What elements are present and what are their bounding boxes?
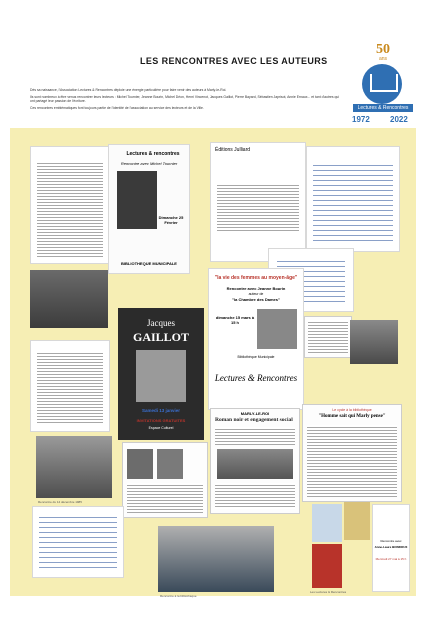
bourin-date: dimanche 15 mars à 15 h bbox=[215, 315, 255, 325]
gaillot-invite: INVITATIONS GRATUITES bbox=[136, 418, 186, 423]
intro-text bbox=[30, 88, 342, 113]
authors-photo bbox=[36, 436, 112, 498]
tournier-portrait bbox=[117, 171, 157, 229]
press-roman-noir bbox=[210, 408, 300, 514]
clipping-text-lines bbox=[127, 483, 203, 513]
tournier-date: Dimanche 25 Février bbox=[158, 215, 184, 225]
tournier-poster bbox=[108, 144, 190, 274]
event-photo bbox=[350, 320, 398, 364]
book-cover bbox=[344, 502, 370, 540]
bourin-portrait bbox=[257, 309, 297, 349]
meeting-caption: Rencontre à la bibliothèque bbox=[160, 594, 197, 598]
letter-text-lines bbox=[37, 161, 103, 257]
logo-name: Lectures & Rencontres bbox=[353, 104, 413, 112]
press-marly-pense bbox=[302, 404, 402, 502]
handwritten-letter bbox=[306, 146, 400, 252]
press-headline: Roman noir et engagement social bbox=[215, 417, 293, 423]
books-caption: Les Lectures & Rencontres bbox=[310, 590, 347, 594]
bondoux-line1: Rencontre avec bbox=[380, 539, 402, 543]
bondoux-date: Mercredi 27 mai à 15 h bbox=[375, 557, 407, 561]
meeting-photo bbox=[158, 526, 274, 592]
press-clipping bbox=[304, 316, 352, 358]
logo-year-start: 1972 bbox=[352, 115, 370, 124]
press-portrait bbox=[127, 449, 153, 479]
bourin-line1: Rencontre avec Jeanne Bourin bbox=[226, 286, 286, 291]
bourin-place: Bibliothèque Municipale bbox=[237, 355, 275, 359]
bourin-title: "la vie des femmes au moyen-âge" bbox=[214, 275, 298, 281]
gaillot-poster bbox=[118, 308, 204, 440]
letter-text-lines bbox=[37, 351, 103, 425]
marly-kicker: Le cycle à la bibliothèque bbox=[332, 408, 372, 412]
marly-headline: "Homme sait qui Marly pense" bbox=[318, 414, 386, 419]
bondoux-line2: Anne-Laure BONDOUX bbox=[374, 545, 408, 549]
gaillot-date: Samedi 13 janvier bbox=[141, 408, 181, 413]
letter-document bbox=[30, 146, 110, 264]
photo1-caption: Rencontre du 14 décembre 1985 bbox=[38, 500, 82, 504]
intro-paragraph: Ces rencontres emblématiques font toujours partie de l'identité de l'association au service des lecteurs et de la Ville. bbox=[30, 105, 204, 110]
intro-paragraph: Dès sa naissance, l'Association Lectures & Rencontres déploie une énergie particulière pour faire venir des auteurs à Marly-le-Roi. bbox=[30, 88, 227, 92]
gaillot-portrait bbox=[136, 350, 186, 402]
logo-number: 50 bbox=[376, 42, 390, 57]
book-cover bbox=[312, 544, 342, 588]
tournier-brand: Lectures & rencontres bbox=[126, 151, 180, 157]
julliard-publisher: Éditions Julliard bbox=[215, 147, 251, 153]
anniversary-logo bbox=[350, 40, 416, 124]
gaillot-place: Espace Culturel bbox=[148, 426, 174, 430]
bourin-poster bbox=[208, 268, 304, 410]
clipping-text-lines bbox=[215, 483, 295, 509]
letter-document bbox=[30, 340, 110, 432]
book-cover bbox=[312, 504, 342, 542]
handwritten-note bbox=[32, 506, 124, 578]
press-header: MARLY-LE-ROI bbox=[240, 411, 270, 416]
clipping-text-lines bbox=[308, 320, 348, 354]
audience-photo bbox=[30, 270, 108, 328]
book-icon bbox=[370, 74, 398, 92]
page-title: LES RENCONTRES AVEC LES AUTEURS bbox=[140, 56, 328, 66]
clipping-text-lines bbox=[307, 425, 397, 497]
julliard-letter bbox=[210, 142, 306, 262]
collage-board bbox=[10, 128, 416, 596]
press-portrait bbox=[157, 449, 183, 479]
gaillot-first-name: Jacques bbox=[147, 318, 175, 328]
logo-ans: ans bbox=[378, 56, 388, 62]
letter-text-lines bbox=[217, 183, 299, 233]
handwriting-lines bbox=[313, 161, 393, 241]
logo-year-end: 2022 bbox=[390, 115, 408, 124]
press-portraits bbox=[122, 442, 208, 518]
gaillot-last-name: GAILLOT bbox=[132, 330, 189, 344]
intro-paragraph: Ils sont nombreux à être venus rencontrer leurs lecteurs : Michel Tournier, Jeanne Bourin, Michel Déon, Henri Vincenot, Jacques Gaillot, Pierre Bayard, Sébastien Japrisot, Annie Ernaux... et tant d'autres qui ont partagé leur passion de l'écriture. bbox=[30, 94, 340, 104]
tournier-line: Rencontre avec Michel Tournier bbox=[120, 161, 178, 166]
bourin-line2: auteur de bbox=[248, 292, 264, 296]
press-photo bbox=[217, 449, 293, 479]
handwriting-lines bbox=[39, 513, 117, 571]
bourin-footer: Lectures & Rencontres bbox=[214, 373, 298, 383]
tournier-place: BIBLIOTHEQUE MUNICIPALE bbox=[121, 261, 177, 266]
bondoux-poster bbox=[372, 504, 410, 592]
clipping-text-lines bbox=[215, 427, 295, 445]
bourin-line3: "la Chambre des Dames" bbox=[232, 297, 280, 302]
